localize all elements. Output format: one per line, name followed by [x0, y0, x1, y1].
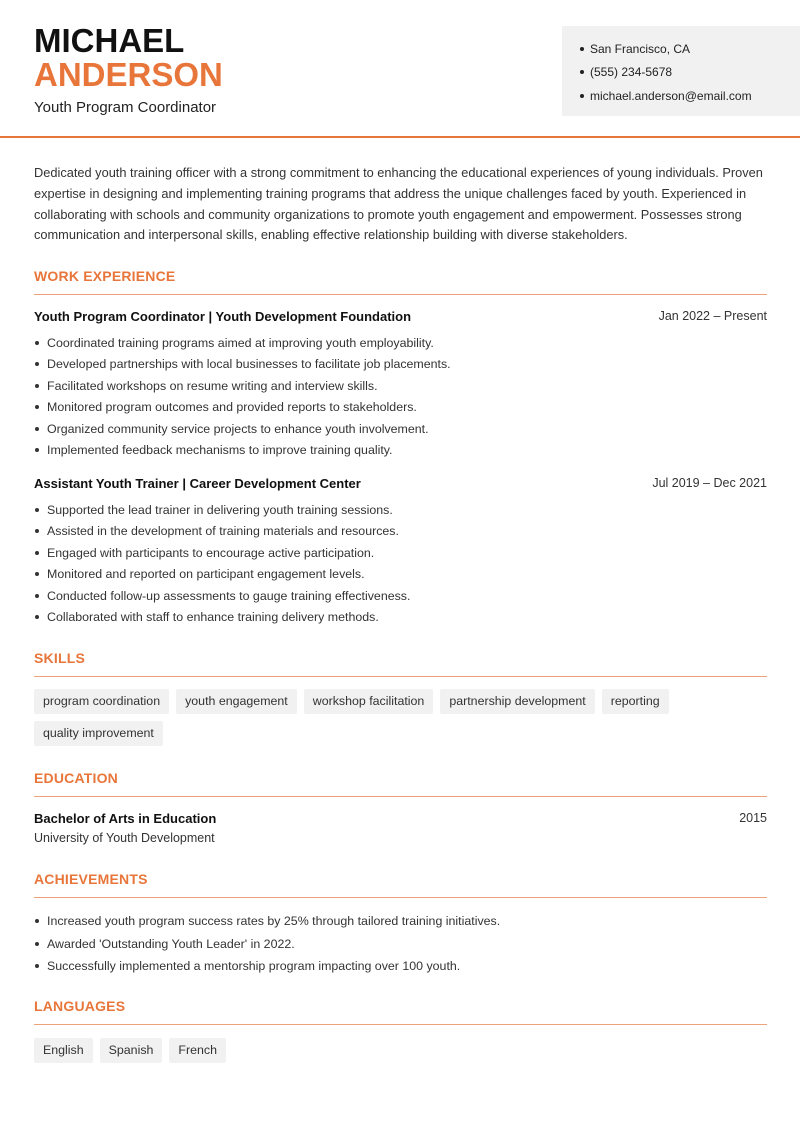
section-title-languages: LANGUAGES — [34, 998, 126, 1014]
skill-chip: workshop facilitation — [304, 689, 434, 714]
languages-list — [34, 1038, 767, 1063]
list-item: Developed partnerships with local businesses to facilitate job placements. — [34, 355, 767, 376]
contact-phone-text: (555) 234-5678 — [590, 65, 673, 80]
bullet-icon — [580, 47, 584, 51]
section-divider — [34, 294, 767, 295]
job-role: Youth Program Coordinator | Youth Development Foundation — [34, 309, 412, 324]
section-title-achievements: ACHIEVEMENTS — [34, 871, 148, 887]
resume-header — [0, 0, 800, 138]
language-chip: French — [169, 1038, 226, 1063]
list-item: Organized community service projects to enhance youth involvement. — [34, 420, 767, 441]
bullet-icon — [580, 70, 584, 74]
job-entry-header — [34, 309, 767, 324]
list-item: Implemented feedback mechanisms to improve training quality. — [34, 441, 767, 462]
list-item: Awarded 'Outstanding Youth Leader' in 2022. — [34, 935, 767, 958]
education-entry-header — [34, 811, 767, 826]
education-year: 2015 — [739, 811, 767, 825]
list-item: Monitored and reported on participant engagement levels. — [34, 565, 767, 586]
section-divider — [34, 676, 767, 677]
skill-chip: youth engagement — [176, 689, 297, 714]
contact-box — [562, 26, 800, 116]
contact-location — [580, 37, 800, 61]
list-item: Conducted follow-up assessments to gauge training effectiveness. — [34, 587, 767, 608]
skill-chip: program coordination — [34, 689, 169, 714]
list-item: Engaged with participants to encourage active participation. — [34, 544, 767, 565]
job-role: Assistant Youth Trainer | Career Development Center — [34, 476, 361, 491]
education-degree: Bachelor of Arts in Education — [34, 811, 217, 826]
language-chip: English — [34, 1038, 93, 1063]
list-item: Increased youth program success rates by 25% through tailored training initiatives. — [34, 912, 767, 935]
last-name: ANDERSON — [34, 56, 223, 93]
education-school: University of Youth Development — [34, 831, 215, 845]
contact-phone — [580, 61, 800, 85]
skill-chip: partnership development — [440, 689, 594, 714]
list-item: Supported the lead trainer in delivering youth training sessions. — [34, 501, 767, 522]
contact-email[interactable] — [580, 84, 800, 108]
job-entry-header — [34, 476, 767, 491]
section-title-education: EDUCATION — [34, 770, 118, 786]
bullet-icon — [580, 94, 584, 98]
job-bullets — [34, 334, 767, 462]
skills-list — [34, 689, 767, 746]
achievements-list — [34, 912, 767, 980]
section-divider — [34, 1024, 767, 1025]
section-title-work: WORK EXPERIENCE — [34, 268, 176, 284]
list-item: Assisted in the development of training materials and resources. — [34, 522, 767, 543]
list-item: Coordinated training programs aimed at improving youth employability. — [34, 334, 767, 355]
section-divider — [34, 897, 767, 898]
job-date: Jan 2022 – Present — [658, 309, 767, 323]
contact-email-text[interactable]: michael.anderson@email.com — [590, 88, 752, 103]
list-item: Successfully implemented a mentorship program impacting over 100 youth. — [34, 957, 767, 980]
job-title: Youth Program Coordinator — [34, 99, 217, 116]
list-item: Collaborated with staff to enhance training delivery methods. — [34, 608, 767, 629]
language-chip: Spanish — [100, 1038, 163, 1063]
job-bullets — [34, 501, 767, 629]
skill-chip: reporting — [602, 689, 669, 714]
section-title-skills: SKILLS — [34, 650, 85, 666]
list-item: Monitored program outcomes and provided reports to stakeholders. — [34, 398, 767, 419]
job-date: Jul 2019 – Dec 2021 — [652, 476, 767, 490]
summary-paragraph: Dedicated youth training officer with a strong commitment to enhancing the educational experiences of young individuals. Proven expertise in designing and implementing training programs that address the unique challenges faced by youth. Experienced in collaborating with schools and community organizations to promote youth engagement and empowerment. Possesses strong communication and interpersonal skills, enabling effective relationship building with diverse stakeholders. — [34, 165, 763, 243]
first-name: MICHAEL — [34, 22, 185, 59]
contact-location-text: San Francisco, CA — [590, 41, 691, 56]
list-item: Facilitated workshops on resume writing and interview skills. — [34, 377, 767, 398]
section-divider — [34, 796, 767, 797]
skill-chip: quality improvement — [34, 721, 163, 746]
